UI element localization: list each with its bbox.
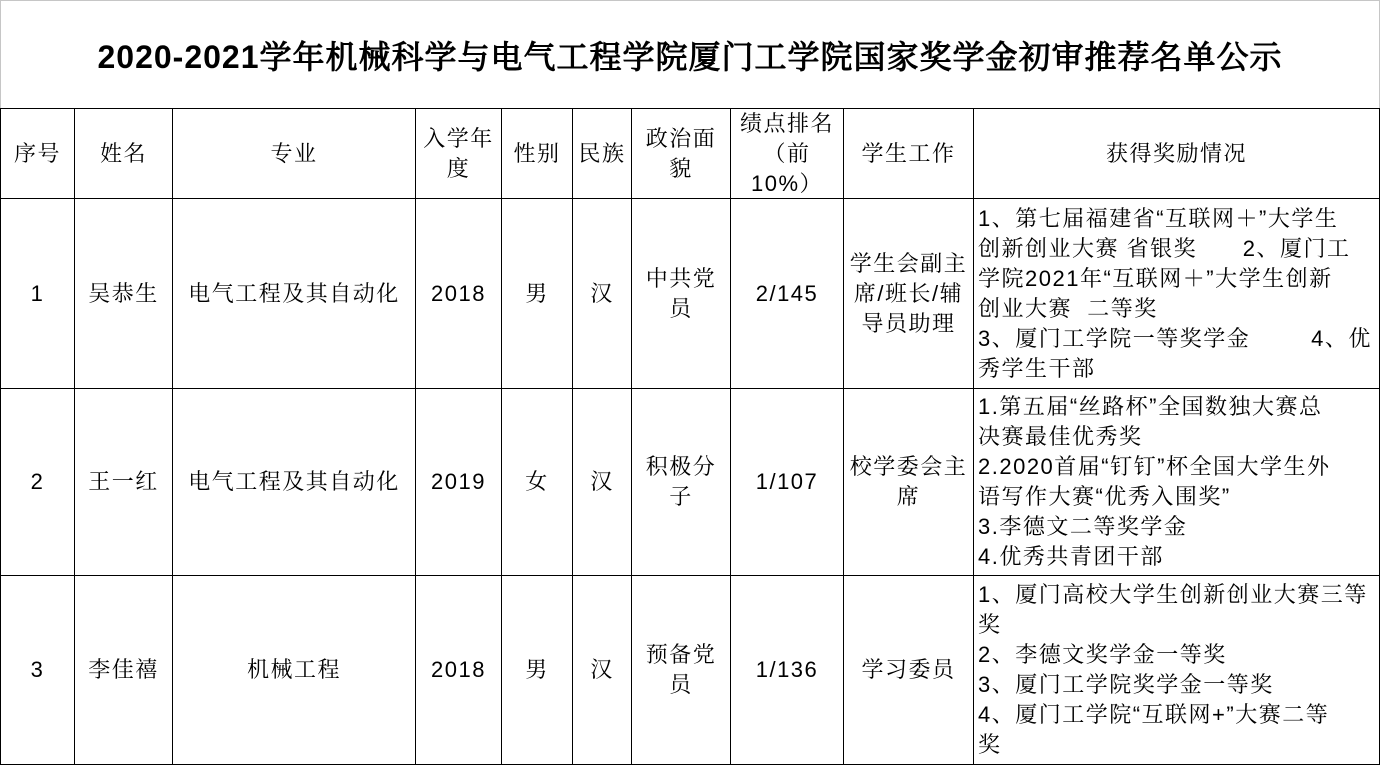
header-name: 姓名 [75,109,172,198]
cell-awards: 1、厦门高校大学生创新创业大赛三等 奖 2、李德文奖学金一等奖 3、厦门工学院奖学金一等奖 4、厦门工学院“互联网+”大赛二等 奖 [974,576,1379,764]
header-gpa-rank: 绩点排名 （前 10%） [731,109,843,198]
cell-awards: 1、第七届福建省“互联网＋”大学生 创新创业大赛 省银奖 2、厦门工 学院2021年“互联网＋”大学生创新 创业大赛 二等奖 3、厦门工学院一等奖学金 4、优 秀学生干部 [974,199,1379,388]
cell-ethnicity: 汉 [573,389,631,575]
cell-major: 电气工程及其自动化 [173,389,415,575]
cell-student-work: 校学委会主 席 [844,389,973,575]
header-major: 专业 [173,109,415,198]
cell-ethnicity: 汉 [573,199,631,388]
cell-student-work: 学生会副主 席/班长/辅 导员助理 [844,199,973,388]
cell-name: 吴恭生 [75,199,172,388]
cell-political-status: 中共党 员 [632,199,730,388]
cell-major: 电气工程及其自动化 [173,199,415,388]
cell-political-status: 积极分 子 [632,389,730,575]
header-enrollment-year: 入学年 度 [416,109,501,198]
recommendation-table [0,108,1380,765]
cell-political-status: 预备党 员 [632,576,730,764]
cell-index: 2 [1,389,74,575]
page-title: 2020-2021学年机械科学与电气工程学院厦门工学院国家奖学金初审推荐名单公示 [0,0,1380,108]
header-political-status: 政治面 貌 [632,109,730,198]
cell-index: 3 [1,576,74,764]
cell-gpa-rank: 2/145 [731,199,843,388]
cell-gender: 女 [502,389,572,575]
cell-student-work: 学习委员 [844,576,973,764]
cell-awards: 1.第五届“丝路杯”全国数独大赛总 决赛最佳优秀奖 2.2020首届“钉钉”杯全国大学生外 语写作大赛“优秀入围奖” 3.李德文二等奖学金 4.优秀共青团干部 [974,389,1379,575]
cell-gender: 男 [502,576,572,764]
header-student-work: 学生工作 [844,109,973,198]
header-gender: 性别 [502,109,572,198]
header-ethnicity: 民族 [573,109,631,198]
cell-gender: 男 [502,199,572,388]
header-index: 序号 [1,109,74,198]
cell-index: 1 [1,199,74,388]
cell-enrollment-year: 2018 [416,576,501,764]
cell-gpa-rank: 1/136 [731,576,843,764]
cell-ethnicity: 汉 [573,576,631,764]
cell-name: 王一红 [75,389,172,575]
cell-major: 机械工程 [173,576,415,764]
cell-enrollment-year: 2019 [416,389,501,575]
cell-enrollment-year: 2018 [416,199,501,388]
cell-name: 李佳禧 [75,576,172,764]
header-awards: 获得奖励情况 [974,109,1379,198]
cell-gpa-rank: 1/107 [731,389,843,575]
